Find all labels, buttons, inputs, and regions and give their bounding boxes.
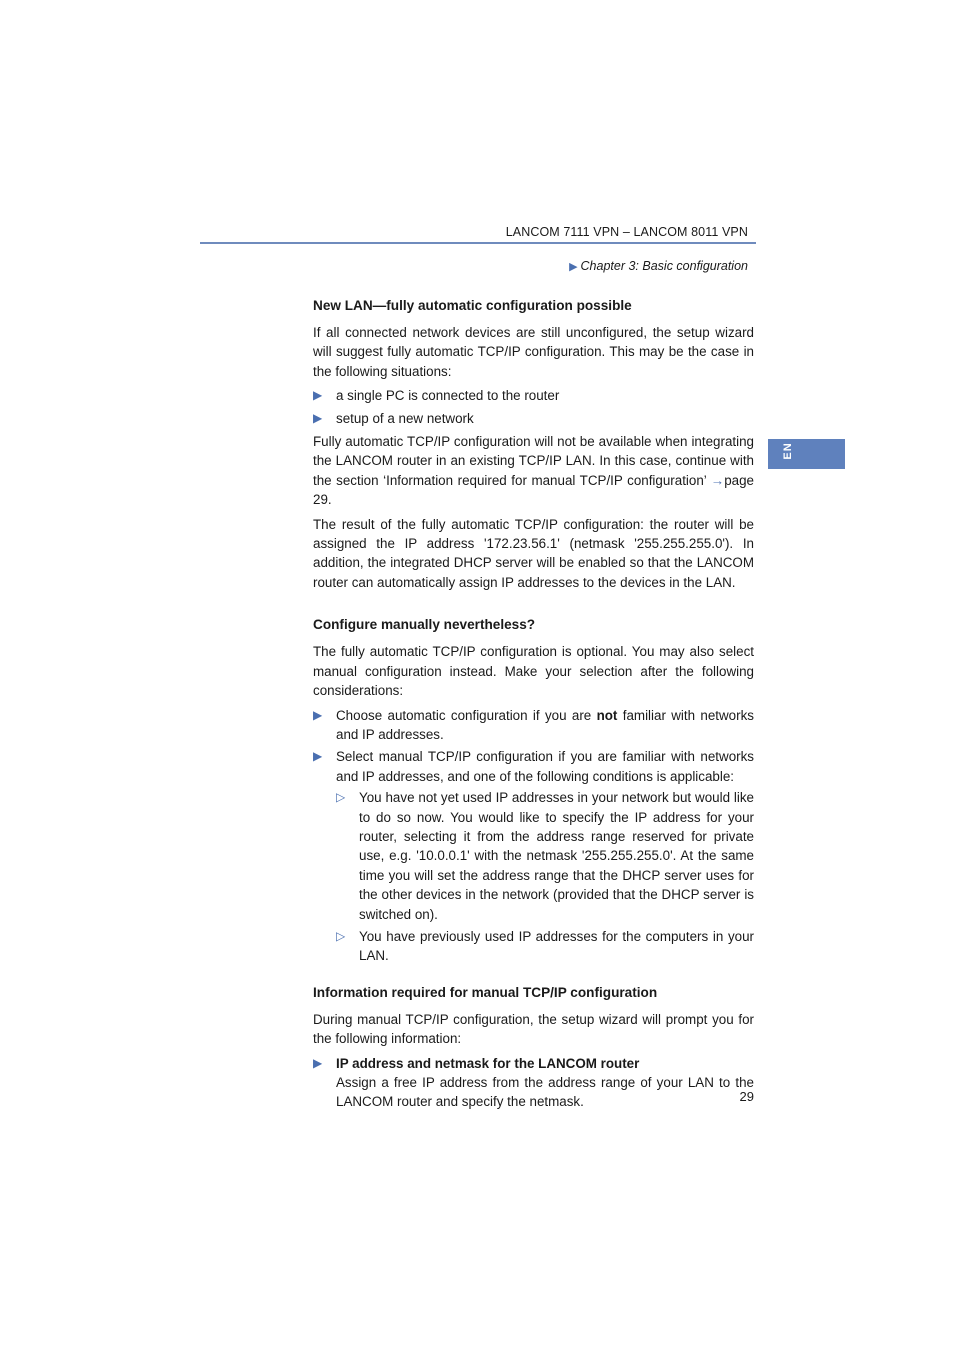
list-item [313, 1054, 754, 1112]
chapter-label: Chapter 3: Basic configuration [580, 259, 748, 273]
section-heading-information-required: Information required for manual TCP/IP configuration [313, 984, 658, 1000]
triangle-bullet-icon: ▶ [569, 261, 578, 273]
sub-list-item: ▷ You have previously used IP addresses for the computers in your LAN. [336, 927, 754, 966]
paragraph-existing-lan [313, 432, 754, 510]
chapter-reference [569, 259, 748, 273]
paragraph-text: Fully automatic TCP/IP configuration will not be available when integrating the LANCOM router in an existing TCP/IP LAN. In this case, continue with the section ‘Information required for manual TCP/IP configuration’ [313, 434, 754, 488]
paragraph-wizard-prompt: During manual TCP/IP configuration, the setup wizard will prompt you for the following information: [313, 1011, 754, 1047]
page-reference-link[interactable]: page 29. [313, 472, 754, 508]
paragraph-optional: The fully automatic TCP/IP configuration is optional. You may also select manual configuration instead. Make your selection after the following considerations: [313, 644, 754, 699]
situations-list [313, 386, 754, 428]
list-item-text: Assign a free IP address from the address range of your LAN to the LANCOM router and specify the netmask. [336, 1075, 754, 1110]
considerations-list [313, 706, 754, 966]
main-content [313, 296, 754, 1116]
list-item: ▶ Choose automatic configuration if you are not familiar with networks and IP addresses. [313, 706, 754, 745]
paragraph-intro: If all connected network devices are still unconfigured, the setup wizard will suggest fully automatic TCP/IP configuration. This may be the case in the following situations: [313, 325, 754, 379]
conditions-list [336, 788, 754, 966]
page-number: 29 [739, 1089, 754, 1104]
paragraph-result: The result of the fully automatic TCP/IP configuration: the router will be assigned the IP address '172.23.56.1' (netmask '255.255.255.0'). In addition, the integrated DHCP server will be enabled so that the LANCOM router can automatically assign IP addresses to the devices in the LAN. [313, 516, 754, 590]
information-list [313, 1054, 754, 1112]
list-item: ▶ setup of a new network [313, 409, 754, 428]
emphasis-not: not [596, 707, 618, 723]
section-heading-configure-manually: Configure manually nevertheless? [313, 617, 536, 633]
sub-list-item: ▷ You have not yet used IP addresses in your network but would like to do so now. You would like to specify the IP address for your router, selecting it from the address range reserved for private use, e.g. '10.0.0.1' with the netmask '255.255.255.0'. At the same time you will set the address range that the DHCP server uses for the other devices in the network (provided that the DHCP server is switched on). [336, 788, 754, 924]
arrow-icon: → [710, 472, 725, 488]
list-item: ▶ Select manual TCP/IP configuration if you are familiar with networks and IP addresses, and one of the following conditions is applicable: ▷ You have not yet used IP addresses in your network but would like to do so now. You would like to specify the IP address for your router, selecting it from the address range reserved for private use, e.g. '10.0.0.1' with the netmask '255.255.255.0'. At the same time you will set the address range that the DHCP server uses for the other devices in the network (provided that the DHCP server is switched on). ▷ You have previously used IP addresses for the computers in your LAN. [313, 747, 754, 965]
running-header-title: LANCOM 7111 VPN – LANCOM 8011 VPN [505, 225, 748, 239]
list-item-title: ▶ IP address and netmask for the LANCOM router [336, 1055, 640, 1071]
language-tab-label: EN [782, 442, 794, 460]
header-rule [200, 242, 756, 244]
language-tab [768, 439, 845, 469]
list-item: ▶ a single PC is connected to the router [313, 386, 754, 405]
section-heading-new-lan: New LAN—fully automatic configuration possible [313, 298, 632, 313]
